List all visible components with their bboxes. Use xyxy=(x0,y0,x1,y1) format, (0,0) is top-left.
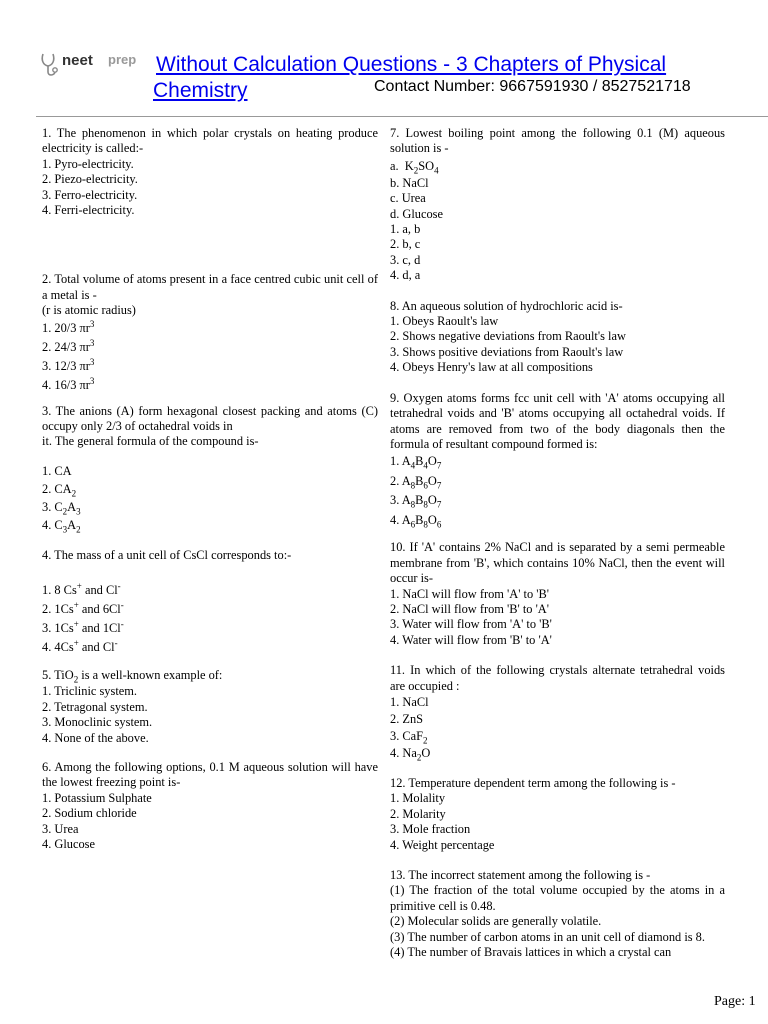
q7-option-3: 3. c, d xyxy=(390,252,421,267)
q6-option-4: 4. Glucose xyxy=(42,836,95,851)
question-11: 11. In which of the following crystals alternate tetrahedral voids are occupied : xyxy=(390,663,725,693)
q8-option-1: 1. Obeys Raoult's law xyxy=(390,314,499,329)
question-7: 7. Lowest boiling point among the following 0.1 (M) aqueous solution is - xyxy=(390,126,725,156)
q9-option-3: 3. $A_8B_8O_7$ xyxy=(390,493,442,510)
q8-option-4: 4. Obeys Henry's law at all compositions xyxy=(390,360,593,375)
q3-option-1: 1. CA xyxy=(42,463,72,478)
right-column xyxy=(390,126,725,960)
logo-subtext: prep xyxy=(108,52,137,67)
title-line-1[interactable]: Without Calculation Questions - 3 Chapters of Physical xyxy=(156,53,667,76)
q11-option-4: 4. $Na_2O$ xyxy=(390,745,431,763)
q13-option-1: (1) The fraction of the total volume occupied by the atoms in a primitive cell is 0.48. xyxy=(390,883,725,913)
q5-option-1: 1. Triclinic system. xyxy=(42,684,138,699)
header-divider xyxy=(36,116,768,117)
logo-text: neet xyxy=(62,52,93,69)
q7-choice-b: b. NaCl xyxy=(390,175,429,190)
q7-option-4: 4. d, a xyxy=(390,268,421,283)
q7-choice-c: c. Urea xyxy=(390,191,426,206)
q13-option-3: (3) The number of carbon atoms in an unit cell of diamond is 8. xyxy=(390,929,705,944)
q7-choice-a: a. $K_2SO_4$ xyxy=(390,158,439,176)
q12-option-3: 3. Mole fraction xyxy=(390,822,471,837)
left-column xyxy=(42,126,378,852)
title-line-2[interactable]: Chemistry xyxy=(153,79,248,102)
q12-option-1: 1. Molality xyxy=(390,791,446,806)
q1-option-1: 1. Pyro-electricity. xyxy=(42,156,134,171)
stethoscope-icon xyxy=(40,52,60,78)
question-13: 13. The incorrect statement among the following is - xyxy=(390,868,651,882)
q8-option-2: 2. Shows negative deviations from Raoult's law xyxy=(390,329,626,344)
q1-option-3: 3. Ferro-electricity. xyxy=(42,187,138,202)
q11-option-2: 2. ZnS xyxy=(390,711,424,726)
q6-option-1: 1. Potassium Sulphate xyxy=(42,790,152,805)
q4-option-4: 4. 4Cs+ and Cl- xyxy=(42,638,118,655)
q2-option-4: 4. 16/3 $\pi r^3$ xyxy=(42,375,95,392)
question-6: 6. Among the following options, 0.1 M aqueous solution will have the lowest freezing point is- xyxy=(42,759,378,790)
q4-option-3: 3. 1Cs+ and 1Cl- xyxy=(42,619,124,636)
question-10: 10. If 'A' contains 2% NaCl and is separated by a semi permeable membrane from 'B', which contains 10% NaCl, then the event will occur is- xyxy=(390,540,725,586)
q4-option-2: 2. 1Cs+ and 6Cl- xyxy=(42,600,124,617)
question-12: 12. Temperature dependent term among the following is - xyxy=(390,775,676,790)
q4-option-1: 1. 8 Cs+ and Cl- xyxy=(42,581,121,598)
question-1: 1. The phenomenon in which polar crystals on heating produce electricity is called:- xyxy=(42,126,378,156)
q2-option-3: 3. 12/3 $\pi r^3$ xyxy=(42,356,95,373)
question-5: 5. TiO$_2$ is a well-known example of: xyxy=(42,668,223,685)
q10-option-4: 4. Water will flow from 'B' to 'A' xyxy=(390,632,552,647)
q1-option-2: 2. Piezo-electricity. xyxy=(42,172,138,187)
neetprep-logo[interactable] xyxy=(40,52,150,80)
question-8: 8. An aqueous solution of hydrochloric acid is- xyxy=(390,298,623,313)
q8-option-3: 3. Shows positive deviations from Raoult's law xyxy=(390,344,624,359)
q7-option-2: 2. b, c xyxy=(390,237,421,252)
q10-option-1: 1. NaCl will flow from 'A' to 'B' xyxy=(390,586,549,601)
q12-option-2: 2. Molarity xyxy=(390,806,446,821)
q9-option-2: 2. $A_8B_6O_7$ xyxy=(390,473,442,491)
q12-option-4: 4. Weight percentage xyxy=(390,837,495,852)
q2-option-2: 2. 24/3 $\pi r^3$ xyxy=(42,337,95,354)
q1-option-4: 4. Ferri-electricity. xyxy=(42,203,135,218)
q11-option-3: 3. CaF$_2$ xyxy=(390,728,428,746)
q2-note: (r is atomic radius) xyxy=(42,303,136,318)
q9-option-1: 1. $A_4B_4O_7$ xyxy=(390,454,442,471)
question-3-cont: it. The general formula of the compound is- xyxy=(42,434,259,449)
q9-option-4: 4. $A_6B_8O_6$ xyxy=(390,512,442,530)
q7-choice-d: d. Glucose xyxy=(390,206,443,221)
question-4: 4. The mass of a unit cell of CsCl corresponds to:- xyxy=(42,547,292,562)
question-3: 3. The anions (A) form hexagonal closest packing and atoms (C) occupy only 2/3 of octahedral voids in xyxy=(42,403,378,434)
q13-option-2: (2) Molecular solids are generally volatile. xyxy=(390,914,602,929)
q6-option-3: 3. Urea xyxy=(42,821,79,836)
page-header xyxy=(0,0,768,118)
q11-option-1: 1. NaCl xyxy=(390,694,429,709)
contact-number: Contact Number: 9667591930 / 8527521718 xyxy=(374,78,691,95)
q5-option-4: 4. None of the above. xyxy=(42,730,149,745)
q2-option-1: 1. 20/3 $\pi r^3$ xyxy=(42,318,95,335)
q6-option-2: 2. Sodium chloride xyxy=(42,806,137,821)
question-9: 9. Oxygen atoms forms fcc unit cell with 'A' atoms occupying all tetrahedral voids and 'B' atoms occupying all octahedral voids. If atoms are removed from two of the body diagonals then the formula of resultant compound formed is: xyxy=(390,390,725,451)
question-2: 2. Total volume of atoms present in a face centred cubic unit cell of a metal is - xyxy=(42,272,378,302)
q7-option-1: 1. a, b xyxy=(390,222,421,237)
page-number: Page: 1 xyxy=(714,994,756,1009)
q5-option-2: 2. Tetragonal system. xyxy=(42,699,148,714)
q13-option-4: (4) The number of Bravais lattices in which a crystal can xyxy=(390,945,672,960)
q5-option-3: 3. Monoclinic system. xyxy=(42,715,153,730)
q10-option-3: 3. Water will flow from 'A' to 'B' xyxy=(390,617,552,632)
q3-option-4: 4. $C_3A_2$ xyxy=(42,517,81,535)
q10-option-2: 2. NaCl will flow from 'B' to 'A' xyxy=(390,601,549,616)
q3-option-3: 3. $C_2A_3$ xyxy=(42,499,81,517)
q3-option-2: 2. $CA_2$ xyxy=(42,481,77,499)
